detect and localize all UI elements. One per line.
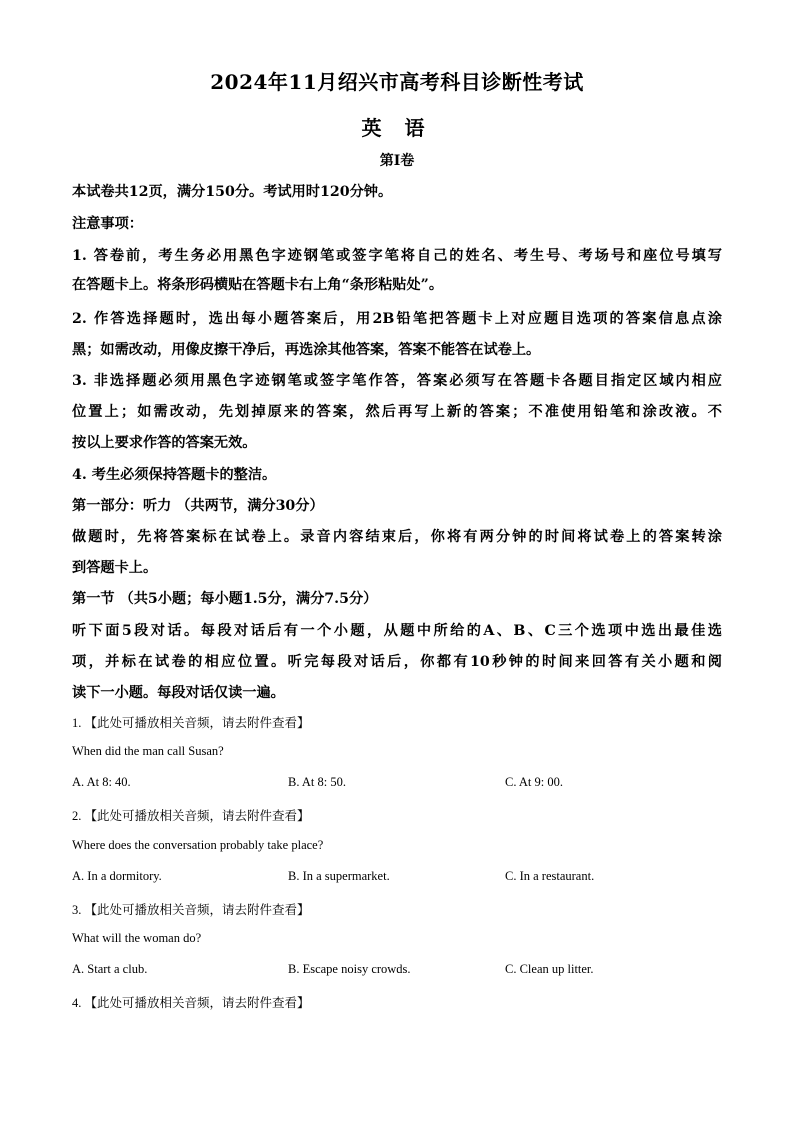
section1-instruction-line-3: 读下一小题。每段对话仅读一遍。 bbox=[72, 685, 285, 701]
volume-label: 第Ⅰ卷 bbox=[379, 153, 415, 169]
notice-2-line-1: 2. 作答选择题时，选出每小题答案后，用2B铅笔把答题卡上对应题目选项的答案信息点涂 bbox=[72, 311, 722, 327]
part1-instruction-line-1: 做题时，先将答案标在试卷上。录音内容结束后，你将有两分钟的时间将试卷上的答案转涂 bbox=[72, 529, 722, 545]
question-1-audio-note[interactable]: 1. 【此处可播放相关音频，请去附件查看】 bbox=[72, 716, 310, 730]
question-1-option-b: B. At 8: 50. bbox=[288, 775, 346, 789]
notice-1-line-1: 1. 答卷前，考生务必用黑色字迹钢笔或签字笔将自己的姓名、考生号、考场号和座位号填写 bbox=[72, 248, 722, 264]
question-1-stem: When did the man call Susan? bbox=[72, 744, 224, 758]
question-3-audio-note[interactable]: 3. 【此处可播放相关音频，请去附件查看】 bbox=[72, 903, 310, 917]
question-3-option-b: B. Escape noisy crowds. bbox=[288, 962, 411, 976]
notice-3-line-1: 3. 非选择题必须用黑色字迹钢笔或签字笔作答，答案必须写在答题卡各题目指定区域内相应 bbox=[72, 373, 722, 389]
notice-3-line-3: 按以上要求作答的答案无效。 bbox=[72, 435, 257, 451]
question-2-audio-note[interactable]: 2. 【此处可播放相关音频，请去附件查看】 bbox=[72, 809, 310, 823]
section1-instruction-line-2: 项，并标在试卷的相应位置。听完每段对话后，你都有10秒钟的时间来回答有关小题和阅 bbox=[72, 654, 722, 670]
section1-heading: 第一节 （共5小题；每小题1.5分，满分7.5分） bbox=[72, 591, 378, 607]
question-2-stem: Where does the conversation probably take place? bbox=[72, 838, 324, 852]
notice-4-line-1: 4. 考生必须保持答题卡的整洁。 bbox=[72, 467, 277, 483]
question-1-option-c: C. At 9: 00. bbox=[505, 775, 563, 789]
question-2-option-a: A. In a dormitory. bbox=[72, 869, 162, 883]
notice-3-line-2: 位置上；如需改动，先划掉原来的答案，然后再写上新的答案；不准使用铅笔和涂改液。不 bbox=[72, 404, 722, 420]
question-2-option-c: C. In a restaurant. bbox=[505, 869, 595, 883]
pages-score-line: 本试卷共12页，满分150分。考试用时120分钟。 bbox=[72, 184, 393, 200]
notice-2-line-2: 黑；如需改动，用像皮擦干净后，再选涂其他答案，答案不能答在试卷上。 bbox=[72, 342, 541, 358]
question-3-option-c: C. Clean up litter. bbox=[505, 962, 594, 976]
question-1-option-a: A. At 8: 40. bbox=[72, 775, 131, 789]
part1-heading: 第一部分：听力 （共两节，满分30分） bbox=[72, 498, 324, 514]
subject-title: 英 语 bbox=[361, 116, 433, 140]
notice-heading: 注意事项： bbox=[72, 216, 143, 232]
question-3-stem: What will the woman do? bbox=[72, 931, 202, 945]
question-2-option-b: B. In a supermarket. bbox=[288, 869, 390, 883]
question-3-option-a: A. Start a club. bbox=[72, 962, 148, 976]
notice-1-line-2: 在答题卡上。将条形码横贴在答题卡右上角“条形粘贴处”。 bbox=[72, 277, 444, 293]
part1-instruction-line-2: 到答题卡上。 bbox=[72, 560, 158, 576]
exam-title: 2024年11月绍兴市高考科目诊断性考试 bbox=[210, 70, 584, 94]
question-4-audio-note[interactable]: 4. 【此处可播放相关音频，请去附件查看】 bbox=[72, 996, 310, 1010]
section1-instruction-line-1: 听下面5段对话。每段对话后有一个小题，从题中所给的A、B、C三个选项中选出最佳选 bbox=[72, 623, 722, 639]
